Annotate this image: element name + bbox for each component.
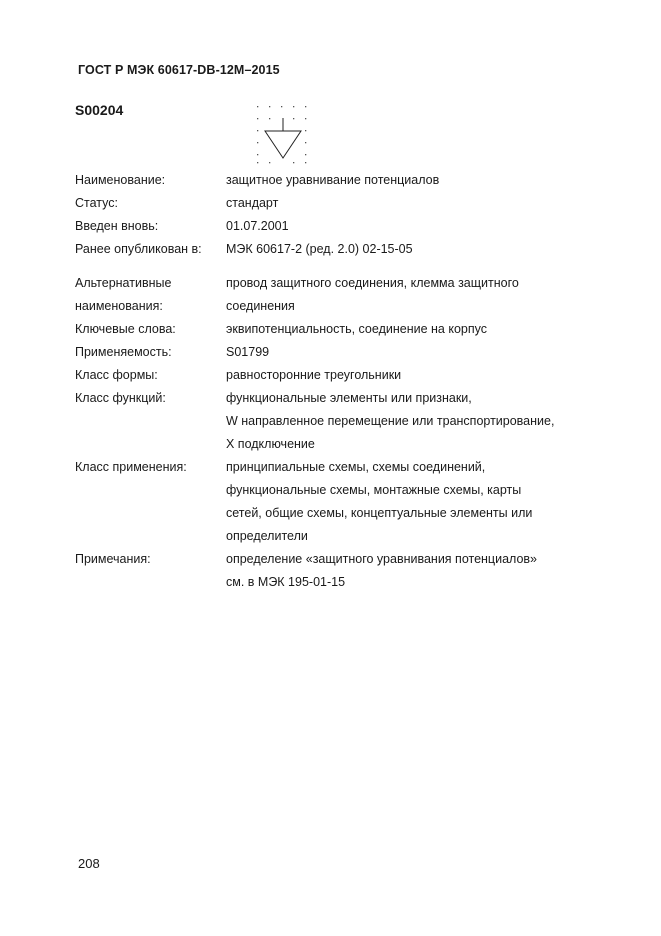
shape-class-label: Класс формы: xyxy=(75,368,158,382)
notes-label: Примечания: xyxy=(75,552,151,566)
application-class-value-line: принципиальные схемы, схемы соединений, xyxy=(226,460,486,474)
shape-class-value: равносторонние треугольники xyxy=(226,368,402,382)
name-label: Наименование: xyxy=(75,173,166,187)
application-class-value-line: функциональные схемы, монтажные схемы, карты xyxy=(226,483,522,497)
alternative-names-label-line: Альтернативные xyxy=(75,276,172,290)
symbol-triangle xyxy=(265,131,301,158)
protective-bonding-symbol-icon xyxy=(255,104,311,166)
alternative-names-value-line: провод защитного соединения, клемма защитного xyxy=(226,276,519,290)
function-class-label: Класс функций: xyxy=(75,391,166,405)
function-class-value-line: W направленное перемещение или транспортирование, xyxy=(226,414,555,428)
status-label: Статус: xyxy=(75,196,118,210)
name-value: защитное уравнивание потенциалов xyxy=(226,173,440,187)
symbol-code: S00204 xyxy=(75,102,124,118)
function-class-value-line: функциональные элементы или признаки, xyxy=(226,391,472,405)
notes-value-line: определение «защитного уравнивания потенциалов» xyxy=(226,552,538,566)
function-class-value-line: X подключение xyxy=(226,437,315,451)
keywords-value: эквипотенциальность, соединение на корпус xyxy=(226,322,487,336)
introduced-label: Введен вновь: xyxy=(75,219,159,233)
alternative-names-label-line: наименования: xyxy=(75,299,163,313)
status-value: стандарт xyxy=(226,196,279,210)
previously-published-value: МЭК 60617-2 (ред. 2.0) 02-15-05 xyxy=(226,242,413,256)
application-class-value-line: определители xyxy=(226,529,308,543)
page-number: 208 xyxy=(78,856,100,871)
notes-value-line: см. в МЭК 195-01-15 xyxy=(226,575,346,589)
application-class-value-line: сетей, общие схемы, концептуальные элементы или xyxy=(226,506,533,520)
application-class-label: Класс применения: xyxy=(75,460,187,474)
applicability-value: S01799 xyxy=(226,345,270,359)
document-header: ГОСТ Р МЭК 60617-DB-12M–2015 xyxy=(78,63,280,77)
keywords-label: Ключевые слова: xyxy=(75,322,176,336)
applicability-label: Применяемость: xyxy=(75,345,172,359)
previously-published-label: Ранее опубликован в: xyxy=(75,242,202,256)
alternative-names-value-line: соединения xyxy=(226,299,295,313)
introduced-value: 01.07.2001 xyxy=(226,219,289,233)
